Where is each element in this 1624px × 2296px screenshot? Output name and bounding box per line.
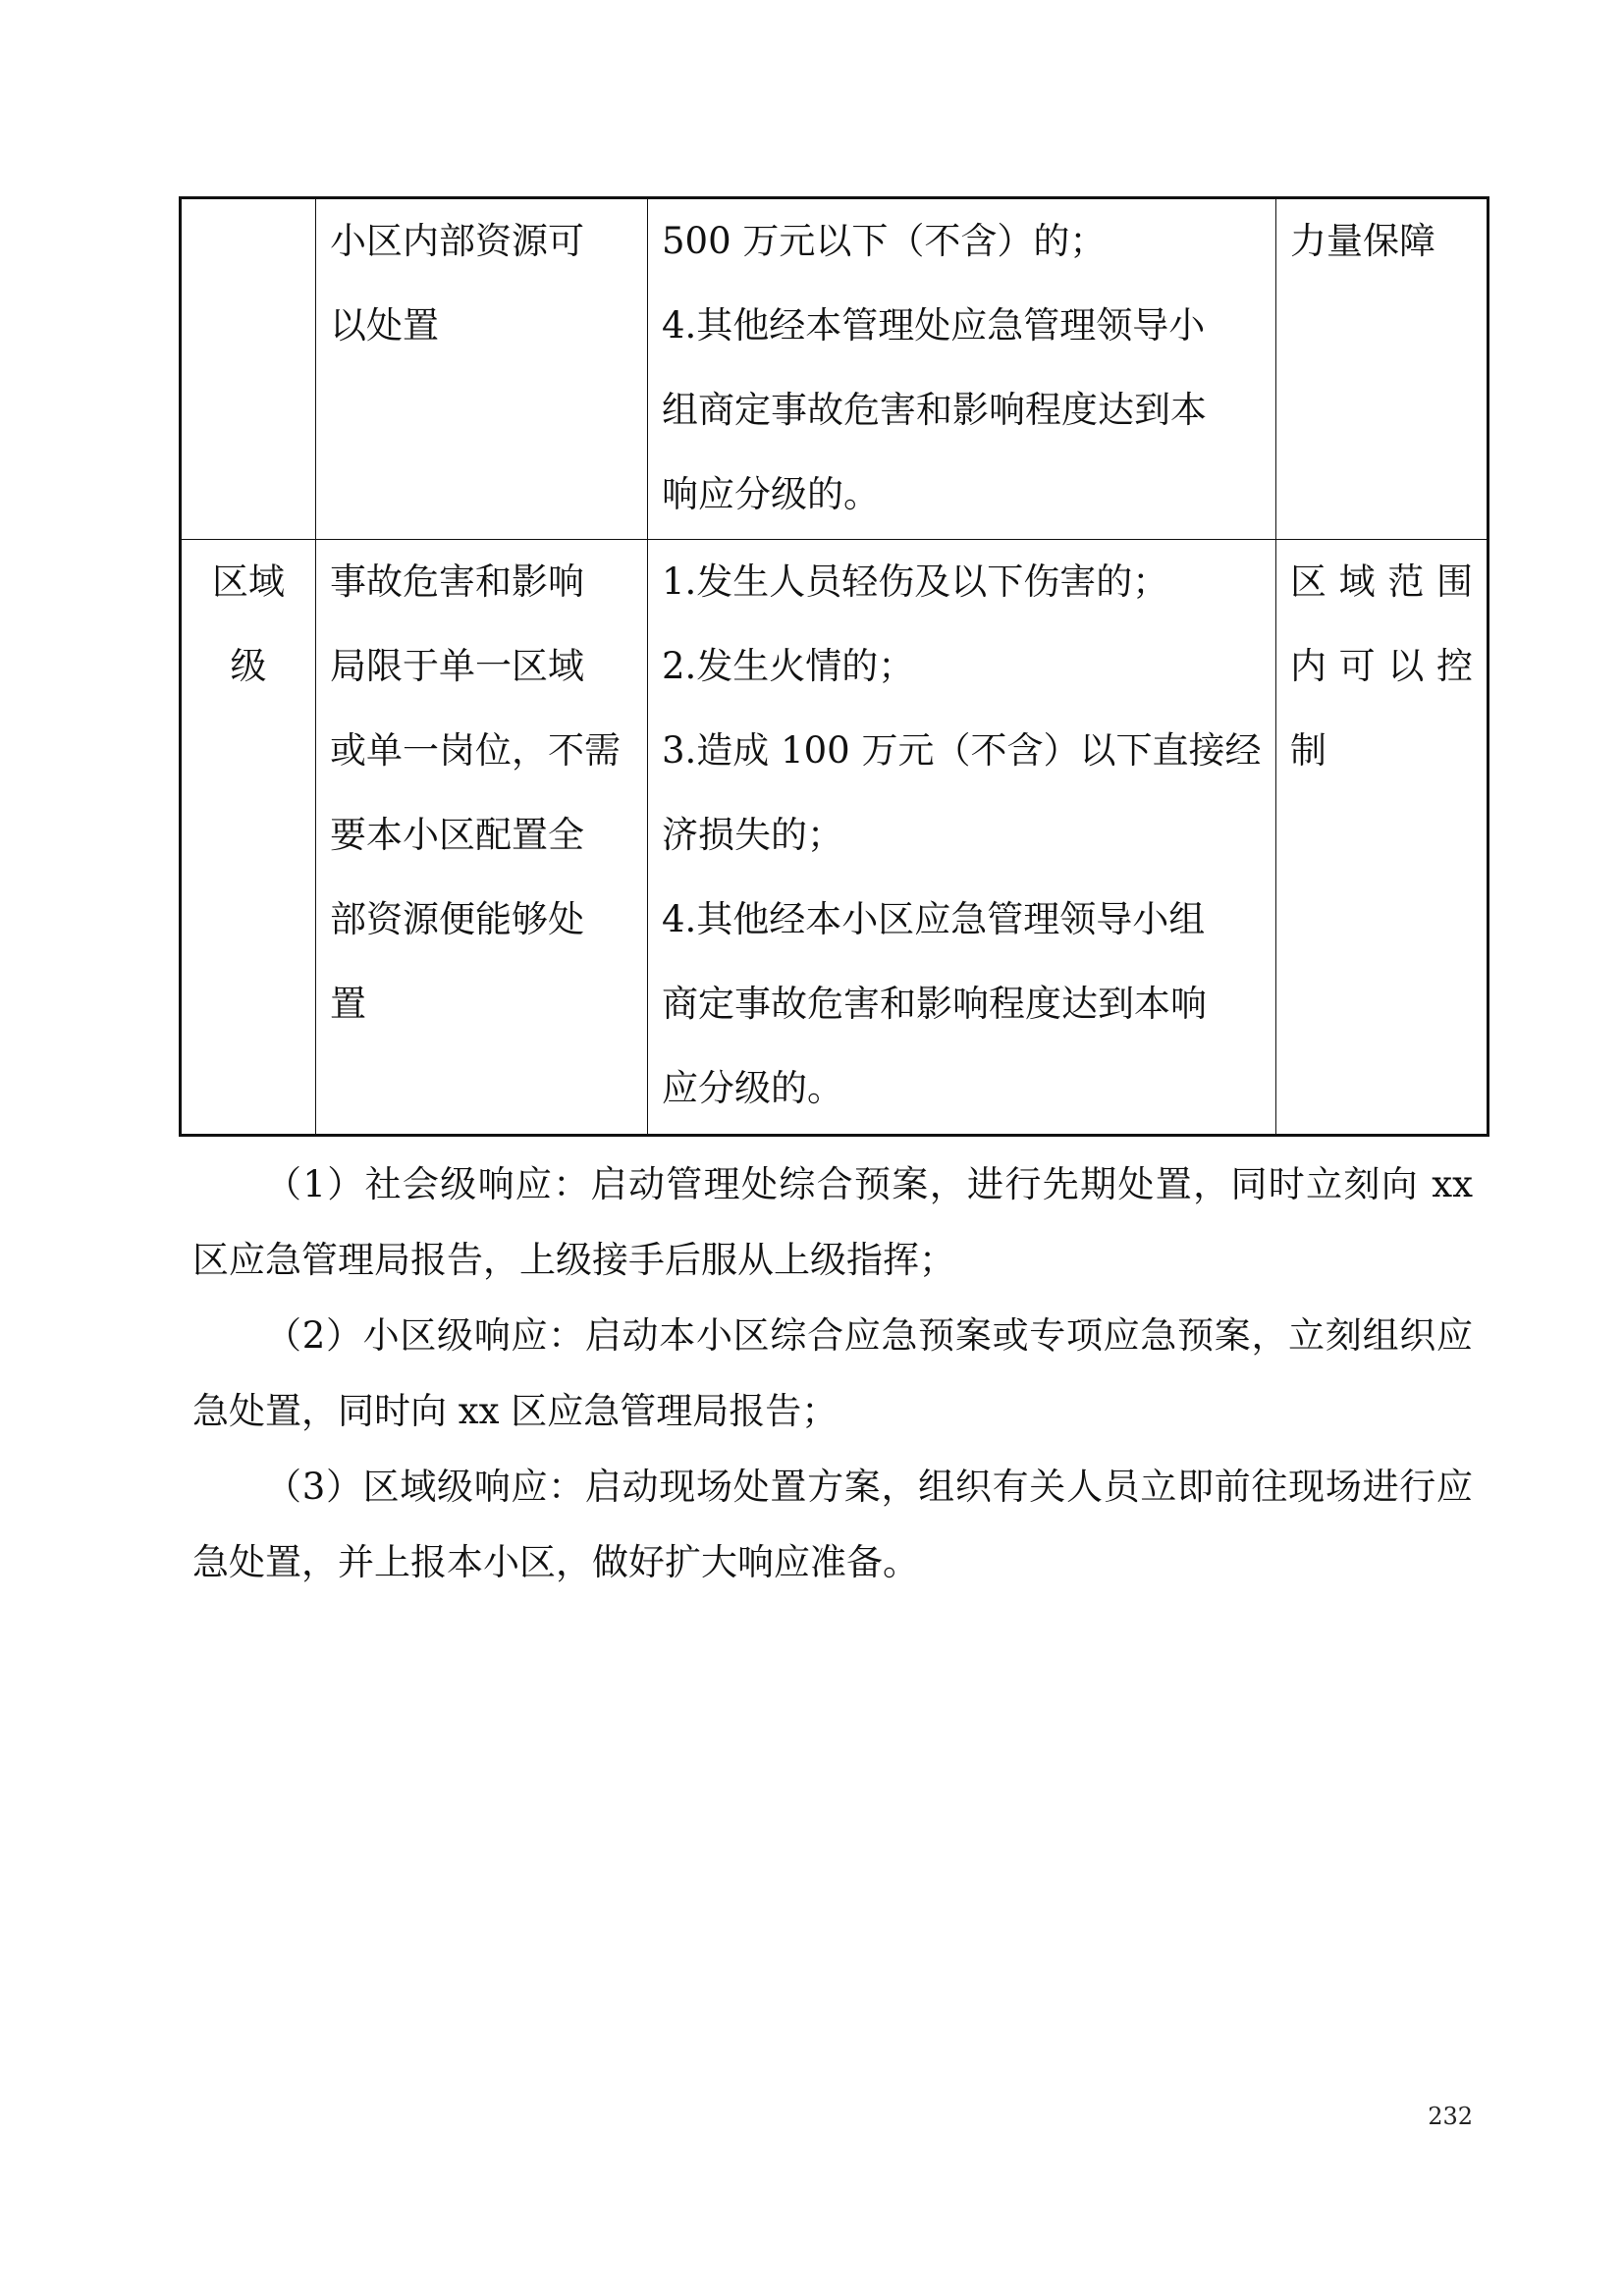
control-line: 制 — [1290, 729, 1326, 772]
table-cell-criteria — [648, 198, 1276, 540]
criteria-line: 济损失的； — [662, 814, 843, 856]
criteria-line: 3.造成 100 万元（不含）以下直接经 — [662, 729, 1262, 772]
scope-line: 置 — [330, 983, 366, 1025]
table-cell-control — [1276, 198, 1489, 540]
criteria-line: 响应分级的。 — [662, 473, 880, 515]
control-line: 内可以控 — [1290, 645, 1473, 687]
criteria-line: 500 万元以下（不含）的； — [662, 220, 1107, 262]
table-cell-level — [181, 540, 316, 1136]
table-cell-scope — [316, 198, 648, 540]
scope-line: 或单一岗位，不需 — [330, 729, 621, 772]
table-row — [181, 198, 1489, 540]
table-row — [181, 540, 1489, 1136]
page-number: 232 — [1428, 2103, 1473, 2130]
table-cell-criteria — [648, 540, 1276, 1136]
control-text: 力量保障 — [1290, 220, 1435, 262]
criteria-line: 商定事故危害和影响程度达到本响 — [662, 983, 1207, 1025]
scope-line: 要本小区配置全 — [330, 814, 584, 856]
level-line: 区域 — [212, 561, 285, 603]
paragraph-community-level: （2）小区级响应：启动本小区综合应急预案或专项应急预案，立刻组织应急处置，同时向 xx 区应急管理局报告； — [192, 1314, 1473, 1432]
response-description — [192, 1147, 1473, 1600]
table-cell-level — [181, 198, 316, 540]
scope-line: 事故危害和影响 — [330, 561, 584, 603]
scope-line: 小区内部资源可 — [330, 220, 584, 262]
criteria-line: 2.发生火情的； — [662, 645, 915, 687]
paragraph-social-level: （1）社会级响应：启动管理处综合预案，进行先期处置，同时立刻向 xx 区应急管理局报告，上级接手后服从上级指挥； — [192, 1163, 1473, 1281]
table-cell-scope — [316, 540, 648, 1136]
level-line: 级 — [230, 645, 267, 687]
criteria-line: 应分级的。 — [662, 1067, 843, 1109]
control-line: 区域范围 — [1290, 561, 1473, 603]
scope-line: 以处置 — [330, 304, 439, 347]
criteria-line: 1.发生人员轻伤及以下伤害的； — [662, 561, 1169, 603]
paragraph-area-level: （3）区域级响应：启动现场处置方案，组织有关人员立即前往现场进行应急处置，并上报本小区，做好扩大响应准备。 — [192, 1466, 1473, 1583]
table-cell-control — [1276, 540, 1489, 1136]
scope-line: 局限于单一区域 — [330, 645, 584, 687]
response-level-table — [179, 196, 1489, 1137]
criteria-line: 4.其他经本小区应急管理领导小组 — [662, 898, 1206, 940]
scope-line: 部资源便能够处 — [330, 898, 584, 940]
criteria-line: 组商定事故危害和影响程度达到本 — [662, 389, 1207, 431]
criteria-line: 4.其他经本管理处应急管理领导小 — [662, 304, 1206, 347]
